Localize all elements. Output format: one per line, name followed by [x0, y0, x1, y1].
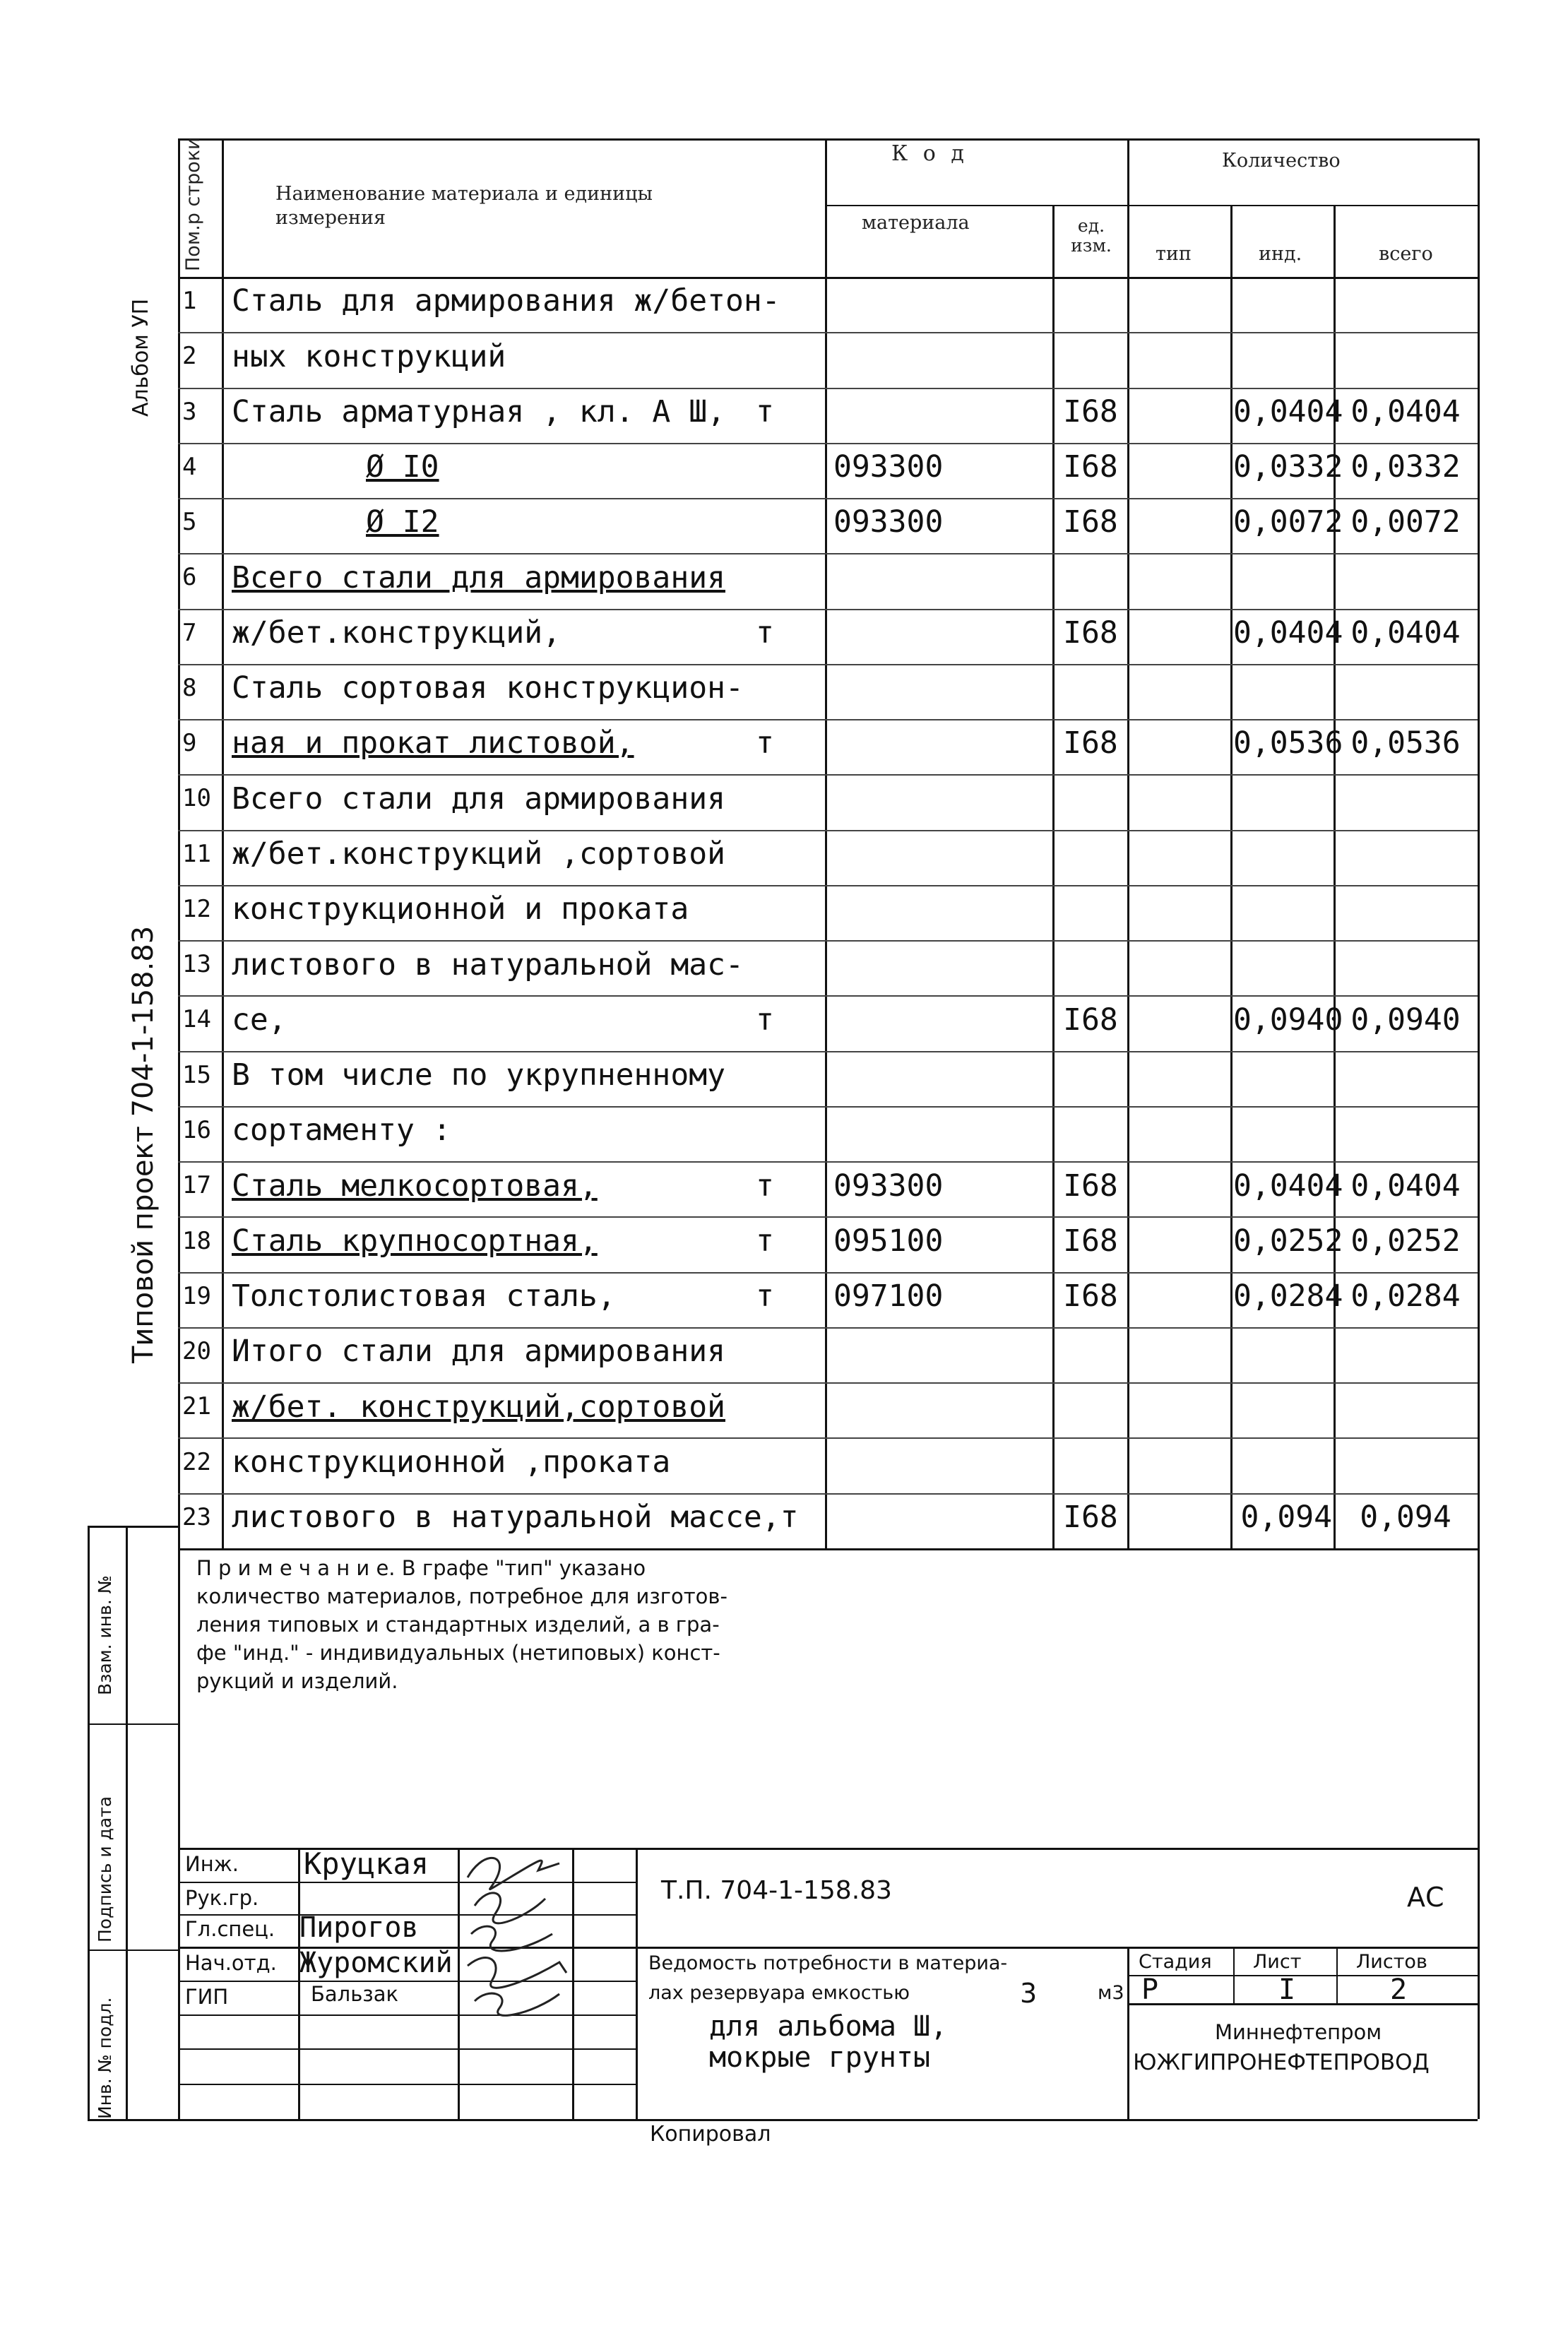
row-number: 19: [182, 1281, 211, 1310]
side-label-vzam: Взам. инв. №: [95, 1575, 115, 1695]
side-label-inv: Инв. № подл.: [95, 1997, 115, 2119]
qty-total: 0,0332: [1350, 449, 1461, 485]
row-number: 1: [182, 287, 197, 316]
qty-ind: 0,0404: [1233, 615, 1343, 651]
unit-mark: т: [756, 1002, 774, 1038]
table-row: [0, 332, 1568, 387]
material-name: Сталь мелкосортовая,: [232, 1168, 598, 1204]
side-label-project: Типовой проект 704-1-158.83: [127, 925, 160, 1363]
header-row-number: Пом.р строки: [182, 137, 204, 271]
row-number: 17: [182, 1171, 211, 1200]
table-row: [0, 388, 1568, 443]
material-name: Ø I2: [366, 504, 439, 540]
table-row: [0, 1106, 1568, 1161]
table-row: [0, 1327, 1568, 1382]
unit-mark: т: [756, 393, 774, 429]
footer-copied: Копировал: [650, 2122, 771, 2147]
stamp-mark: АС: [1407, 1882, 1444, 1913]
row-number: 8: [182, 673, 197, 702]
material-name: Итого стали для армирования: [232, 1334, 725, 1370]
header-unit: ед. изм.: [1071, 215, 1112, 256]
row-number: 6: [182, 563, 197, 592]
table-row: [0, 609, 1568, 664]
qty-total: 0,0404: [1350, 393, 1461, 429]
row-number: 23: [182, 1502, 211, 1531]
unit-code: I68: [1063, 1278, 1118, 1315]
material-name: Всего стали для армирования: [232, 781, 725, 817]
stamp-volume: 3: [1020, 1978, 1038, 2009]
unit-mark: т: [756, 1223, 774, 1259]
stamp-stage-label: Стадия: [1139, 1951, 1212, 1973]
note-line: фе "инд." - индивидуальных (нетиповых) конст-: [196, 1641, 720, 1665]
unit-code: I68: [1063, 1500, 1118, 1536]
material-name: Сталь крупносортная,: [232, 1223, 598, 1259]
material-name: листового в натуральной мас-: [232, 946, 744, 983]
qty-ind: 0,0332: [1233, 449, 1343, 485]
unit-code: I68: [1063, 615, 1118, 651]
material-name: Сталь сортовая конструкцион-: [232, 670, 744, 706]
material-name: ж/бет.конструкций,: [232, 615, 561, 651]
header-quantity: Количество: [1222, 150, 1341, 172]
qty-ind: 0,0940: [1233, 1002, 1343, 1038]
note-line: ления типовых и стандартных изделий, а в гра-: [196, 1613, 720, 1637]
stamp-name: Бальзак: [311, 1982, 399, 2006]
row-number: 15: [182, 1060, 211, 1089]
stamp-name: Журомский: [299, 1947, 453, 1979]
note-text: [196, 1554, 727, 1695]
row-number: 12: [182, 894, 211, 923]
header-tip: тип: [1156, 243, 1192, 265]
stamp-role: Гл.спец.: [185, 1917, 275, 1941]
stamp-role: ГИП: [185, 1985, 229, 2009]
table-row: [0, 553, 1568, 608]
qty-ind: 0,094: [1240, 1500, 1332, 1536]
side-label-album: Альбом УП: [129, 298, 153, 417]
stamp-volume-unit: м3: [1098, 1982, 1124, 2004]
unit-code: I68: [1063, 725, 1118, 761]
stamp-name: Круцкая: [304, 1846, 429, 1881]
material-name: В том числе по укрупненному: [232, 1057, 725, 1093]
unit-mark: т: [756, 1168, 774, 1204]
unit-mark: т: [756, 1278, 774, 1315]
material-name: конструкционной и проката: [232, 891, 689, 927]
stamp-title-line: для альбома Ш,: [709, 2010, 948, 2043]
table-row: [0, 1272, 1568, 1327]
unit-code: I68: [1063, 1168, 1118, 1204]
note-line: П р и м е ч а н и е. В графе "тип" указано: [196, 1556, 646, 1580]
table-row: [0, 277, 1568, 332]
unit-code: I68: [1063, 393, 1118, 429]
stamp-sheet-label: Лист: [1253, 1951, 1302, 1973]
table-row: [0, 498, 1568, 553]
header-ind: инд.: [1259, 243, 1302, 265]
header-material: материала: [862, 212, 970, 234]
row-number: 9: [182, 729, 197, 758]
stamp-title-line: Ведомость потребности в материа-: [648, 1952, 1008, 1974]
row-number: 5: [182, 508, 197, 537]
stamp-role: Нач.отд.: [185, 1951, 277, 1975]
qty-total: 0,0940: [1350, 1002, 1461, 1038]
qty-ind: 0,0404: [1233, 1168, 1343, 1204]
row-number: 14: [182, 1005, 211, 1034]
material-code: 093300: [833, 1168, 944, 1204]
stamp-role: Инж.: [185, 1852, 239, 1876]
qty-total: 0,0404: [1350, 615, 1461, 651]
qty-ind: 0,0536: [1233, 725, 1343, 761]
material-name: Ø I0: [366, 449, 439, 485]
header-total: всего: [1379, 243, 1433, 265]
table-row: [0, 719, 1568, 774]
table-row: [0, 995, 1568, 1050]
stamp-org2: ЮЖГИПРОНЕФТЕПРОВОД: [1133, 2050, 1430, 2075]
stamp-org1: Миннефтепром: [1215, 2020, 1382, 2044]
material-name: се,: [232, 1002, 287, 1038]
row-number: 4: [182, 452, 197, 481]
row-number: 7: [182, 618, 197, 647]
side-label-sign: Подпись и дата: [95, 1796, 115, 1942]
stamp-title-line: лах резервуара емкостью: [648, 1982, 910, 2004]
table-row: [0, 830, 1568, 885]
material-name: листового в натуральной массе,т: [232, 1500, 799, 1536]
material-name: ж/бет. конструкций,сортовой: [232, 1389, 725, 1425]
table-row: [0, 1437, 1568, 1493]
table-row: [0, 774, 1568, 829]
row-number: 3: [182, 397, 197, 426]
stamp-stage: Р: [1141, 1974, 1159, 2006]
qty-ind: 0,0404: [1233, 393, 1343, 429]
unit-mark: т: [756, 615, 774, 651]
material-name: Сталь для армирования ж/бетон-: [232, 283, 780, 319]
qty-total: 0,0536: [1350, 725, 1461, 761]
material-code: 093300: [833, 504, 944, 540]
row-number: 21: [182, 1392, 211, 1421]
unit-code: I68: [1063, 1002, 1118, 1038]
row-number: 16: [182, 1115, 211, 1144]
stamp-designation: Т.П. 704-1-158.83: [661, 1876, 892, 1905]
stamp-title-line: мокрые грунты: [709, 2041, 931, 2074]
row-number: 18: [182, 1226, 211, 1255]
material-name: ж/бет.конструкций ,сортовой: [232, 836, 725, 872]
qty-total: 0,0284: [1350, 1278, 1461, 1315]
material-code: 097100: [833, 1278, 944, 1315]
stamp-role: Рук.гр.: [185, 1886, 259, 1910]
table-row: [0, 940, 1568, 995]
row-number: 20: [182, 1337, 211, 1366]
material-name: Толстолистовая сталь,: [232, 1278, 616, 1315]
unit-code: I68: [1063, 504, 1118, 540]
qty-ind: 0,0072: [1233, 504, 1343, 540]
signatures-graphic: [461, 1849, 571, 2118]
table-row: [0, 443, 1568, 498]
qty-total: 0,094: [1360, 1500, 1451, 1536]
material-code: 095100: [833, 1223, 944, 1259]
qty-total: 0,0252: [1350, 1223, 1461, 1259]
table-row: [0, 1161, 1568, 1216]
qty-total: 0,0072: [1350, 504, 1461, 540]
material-name: конструкционной ,проката: [232, 1444, 671, 1480]
table-row: [0, 664, 1568, 719]
header-kod: К о д: [891, 141, 968, 166]
table-row: [0, 1493, 1568, 1548]
stamp-name: Пирогов: [299, 1911, 419, 1944]
note-line: количество материалов, потребное для изготов-: [196, 1584, 727, 1608]
material-name: сортаменту :: [232, 1112, 451, 1149]
row-number: 2: [182, 342, 197, 371]
qty-total: 0,0404: [1350, 1168, 1461, 1204]
unit-code: I68: [1063, 449, 1118, 485]
unit-code: I68: [1063, 1223, 1118, 1259]
material-name: ная и прокат листовой,: [232, 725, 634, 761]
note-line: рукций и изделий.: [196, 1669, 398, 1693]
table-row: [0, 1216, 1568, 1271]
material-name: Всего стали для армирования: [232, 559, 725, 595]
table-row: [0, 1382, 1568, 1437]
unit-mark: т: [756, 725, 774, 761]
stamp-sheet: I: [1278, 1974, 1296, 2006]
table-row: [0, 885, 1568, 940]
material-name: ных конструкций: [232, 338, 506, 374]
material-name: Сталь арматурная , кл. А Ш,: [232, 393, 725, 429]
qty-ind: 0,0252: [1233, 1223, 1343, 1259]
material-code: 093300: [833, 449, 944, 485]
row-number: 11: [182, 839, 211, 868]
qty-ind: 0,0284: [1233, 1278, 1343, 1315]
row-number: 10: [182, 784, 211, 813]
header-name: Наименование материала и единицы измерения: [275, 183, 653, 229]
stamp-sheets-label: Листов: [1356, 1951, 1427, 1973]
row-number: 22: [182, 1447, 211, 1476]
table-row: [0, 1051, 1568, 1106]
row-number: 13: [182, 950, 211, 979]
stamp-sheets: 2: [1390, 1974, 1408, 2006]
